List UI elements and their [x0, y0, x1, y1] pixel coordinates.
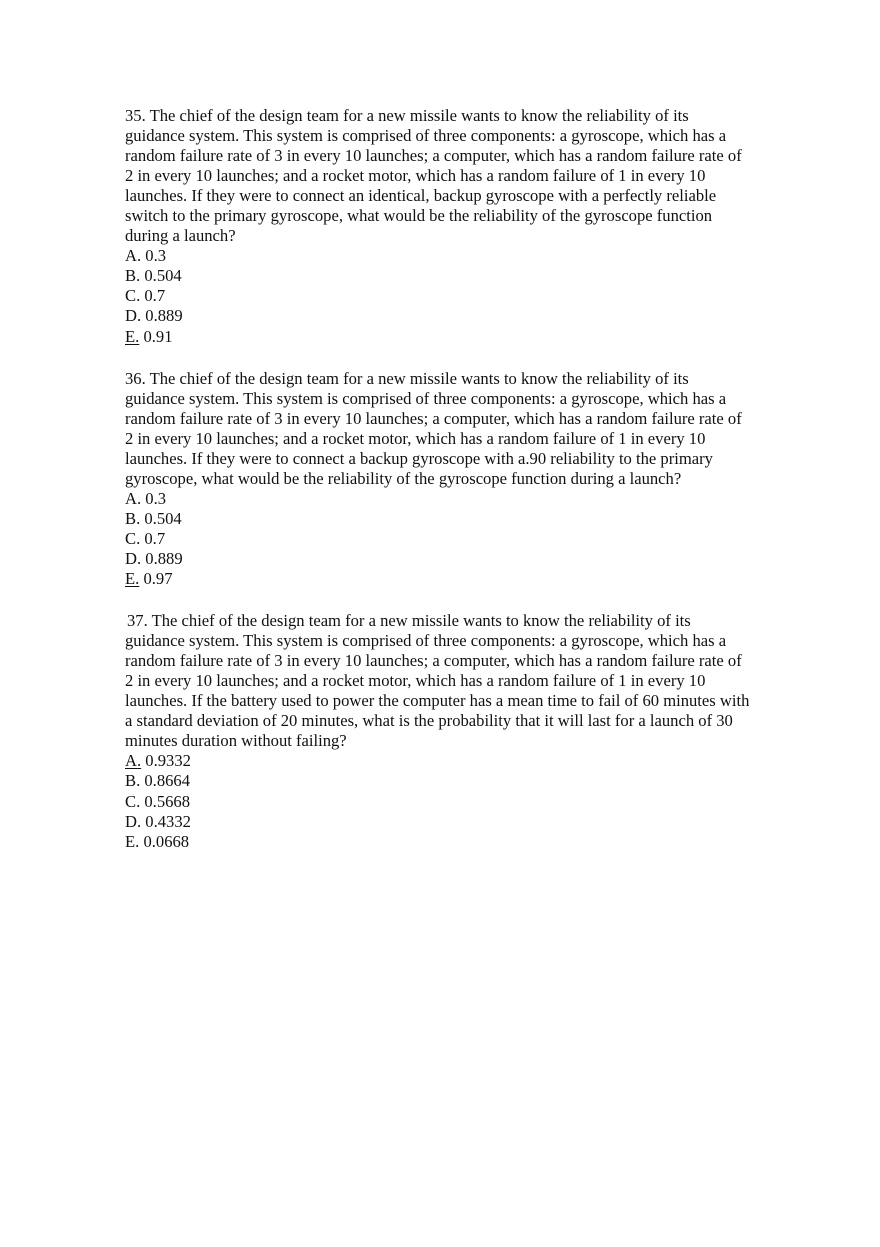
answer-option — [125, 529, 780, 549]
answer-options — [125, 751, 780, 851]
question-line: 36. The chief of the design team for a new missile wants to know the reliability of its — [125, 368, 689, 388]
option-letter: D. — [125, 306, 142, 326]
question-line: gyroscope, what would be the reliability of the gyroscope function during a launch? — [125, 468, 682, 488]
question-line: guidance system. This system is comprised of three components: a gyroscope, which has a — [125, 631, 727, 651]
option-letter: E. — [125, 326, 140, 346]
question-line: launches. If the battery used to power the computer has a mean time to fail of 60 minutes with — [125, 691, 750, 711]
question-36 — [125, 369, 780, 590]
question-line: 35. The chief of the design team for a new missile wants to know the reliability of its — [125, 106, 689, 125]
answer-option — [125, 246, 780, 266]
option-value: 0.9332 — [145, 751, 191, 771]
option-letter: E. — [125, 569, 140, 589]
question-35-text — [125, 106, 780, 246]
option-letter: A. — [125, 751, 142, 771]
answer-option — [125, 812, 780, 832]
answer-option-correct — [125, 327, 780, 347]
answer-option-correct — [125, 751, 780, 771]
option-letter: B. — [125, 771, 141, 791]
question-line: random failure rate of 3 in every 10 launches; a computer, which has a random failure rate of — [125, 408, 742, 428]
option-letter: C. — [125, 286, 141, 306]
question-line: switch to the primary gyroscope, what would be the reliability of the gyroscope function — [125, 206, 713, 226]
question-line: minutes duration without failing? — [125, 731, 347, 751]
option-letter: B. — [125, 266, 141, 286]
answer-option — [125, 306, 780, 326]
answer-option — [125, 771, 780, 791]
answer-option — [125, 832, 780, 852]
option-value: 0.8664 — [144, 771, 191, 791]
option-letter: C. — [125, 528, 141, 548]
option-value: 0.504 — [144, 508, 182, 528]
answer-option-correct — [125, 569, 780, 589]
question-37 — [125, 611, 780, 852]
question-line: during a launch? — [125, 226, 236, 246]
question-line: random failure rate of 3 in every 10 launches; a computer, which has a random failure rate of — [125, 651, 742, 671]
option-value: 0.504 — [144, 266, 182, 286]
option-letter: C. — [125, 791, 141, 811]
question-line: guidance system. This system is comprised of three components: a gyroscope, which has a — [125, 126, 727, 146]
answer-option — [125, 489, 780, 509]
question-line: launches. If they were to connect a backup gyroscope with a.90 reliability to the primary — [125, 448, 713, 468]
answer-option — [125, 286, 780, 306]
answer-option — [125, 266, 780, 286]
answer-options — [125, 246, 780, 346]
question-line: 2 in every 10 launches; and a rocket motor, which has a random failure of 1 in every 10 — [125, 671, 706, 691]
question-36-text — [125, 369, 780, 489]
option-value: 0.3 — [145, 488, 167, 508]
option-value: 0.91 — [143, 326, 173, 346]
question-line: guidance system. This system is comprised of three components: a gyroscope, which has a — [125, 388, 727, 408]
option-value: 0.7 — [144, 286, 166, 306]
answer-option — [125, 549, 780, 569]
option-letter: D. — [125, 548, 142, 568]
option-value: 0.4332 — [145, 811, 191, 831]
question-line: 2 in every 10 launches; and a rocket motor, which has a random failure of 1 in every 10 — [125, 428, 706, 448]
question-line: launches. If they were to connect an identical, backup gyroscope with a perfectly reliable — [125, 186, 717, 206]
option-value: 0.889 — [145, 306, 183, 326]
question-37-text — [125, 611, 780, 751]
option-value: 0.5668 — [144, 791, 191, 811]
option-letter: A. — [125, 246, 142, 266]
answer-options — [125, 489, 780, 589]
question-35 — [125, 106, 780, 347]
option-value: 0.889 — [145, 548, 183, 568]
question-line: 37. The chief of the design team for a new missile wants to know the reliability of its — [127, 611, 691, 631]
option-letter: E. — [125, 831, 140, 851]
option-letter: D. — [125, 811, 142, 831]
question-line: a standard deviation of 20 minutes, what is the probability that it will last for a launch of 30 — [125, 711, 733, 731]
option-value: 0.3 — [145, 246, 167, 266]
answer-option — [125, 792, 780, 812]
option-letter: A. — [125, 488, 142, 508]
option-value: 0.7 — [144, 528, 166, 548]
question-line: 2 in every 10 launches; and a rocket motor, which has a random failure of 1 in every 10 — [125, 166, 706, 186]
option-letter: B. — [125, 508, 141, 528]
document-page — [125, 106, 780, 852]
option-value: 0.0668 — [143, 831, 190, 851]
question-line: random failure rate of 3 in every 10 launches; a computer, which has a random failure rate of — [125, 146, 742, 166]
answer-option — [125, 509, 780, 529]
option-value: 0.97 — [143, 569, 173, 589]
